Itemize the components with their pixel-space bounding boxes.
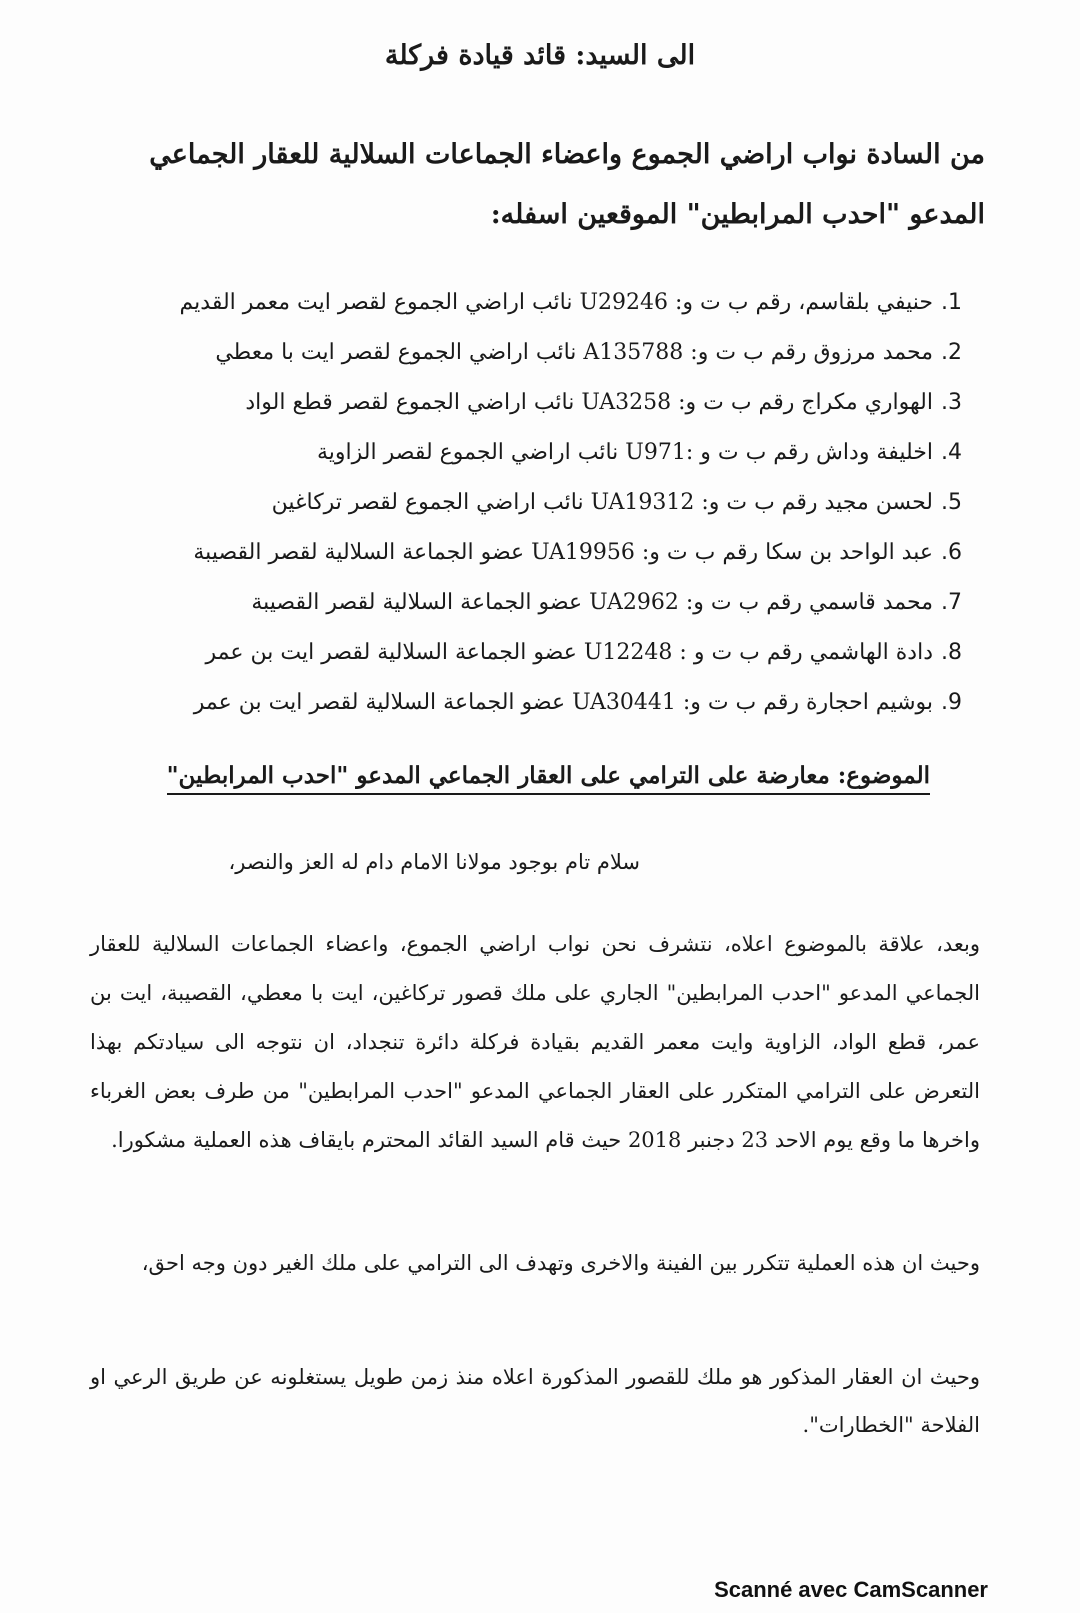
letter-subject [130, 762, 930, 789]
signatory-item [102, 378, 962, 428]
signatory-text: بوشيم احجارة رقم ب ت و: UA30441 عضو الجماعة السلالية لقصر ايت بن عمر [193, 690, 933, 715]
letter-addressee: الى السيد: قائد قيادة فركلة [384, 40, 696, 71]
signatory-text: دادة الهاشمي رقم ب ت و : U12248 عضو الجماعة السلالية لقصر ايت بن عمر [205, 640, 933, 665]
letter-greeting: سلام تام بوجود مولانا الامام دام له العز والنصر، [228, 850, 640, 874]
signatory-item [102, 528, 962, 578]
signatory-number: 1. [941, 290, 962, 315]
signatory-item [102, 678, 962, 728]
signatory-text: محمد مرزوق رقم ب ت و: A135788 نائب اراضي الجموع لقصر ايت با معطي [215, 340, 933, 365]
signatory-number: 8. [941, 640, 962, 665]
signatory-number: 7. [941, 590, 962, 615]
signatory-number: 4. [941, 440, 962, 465]
signatory-text: محمد قاسمي رقم ب ت و: UA2962 عضو الجماعة السلالية لقصر القصيبة [251, 590, 933, 615]
signatory-text: الهواري مكراج رقم ب ت و: UA3258 نائب اراضي الجموع لقصر قطع الواد [245, 390, 933, 415]
signatory-text: لحسن مجيد رقم ب ت و: UA19312 نائب اراضي الجموع لقصر تركاغين [271, 490, 933, 515]
letter-paragraph: وحيث ان العقار المذكور هو ملك للقصور المذكورة اعلاه منذ زمن طويل يستغلونه عن طريق الرعي او الفلاحة "الخطارات". [90, 1365, 980, 1437]
signatory-item [102, 428, 962, 478]
letter-sender-line: من السادة نواب اراضي الجموع واعضاء الجماعات السلالية للعقار الجماعي المدعو "احدب المرابطين" الموقعين اسفله: [149, 139, 985, 230]
letter-paragraph: وبعد، علاقة بالموضوع اعلاه، نتشرف نحن نواب اراضي الجموع، واعضاء الجماعات السلالية للعقار الجماعي المدعو "احدب المرابطين" الجاري على ملك قصور تركاغين، ايت با معطي، القصيبة، ايت بن عمر، قطع الواد، الزاوية وايت معمر القديم بقيادة فركلة دائرة تنجداد، ان نتوجه الى سيادتكم بهذا التعرض على الترامي المتكرر على العقار الجماعي المدعو "احدب المرابطين" من طرف بعض الغرباء واخرها ما وقع يوم الاحد 23 دجنبر 2018 حيث قام السيد القائد المحترم بايقاف هذه العملية مشكورا. [90, 932, 980, 1152]
signatory-text: حنيفي بلقاسم، رقم ب ت و: U29246 نائب اراضي الجموع لقصر ايت معمر القديم [179, 290, 933, 315]
signatory-item [102, 278, 962, 328]
signatory-text: اخليفة وداش رقم ب ت و :U971 نائب اراضي الجموع لقصر الزاوية [317, 440, 933, 465]
signatory-text: عبد الواحد بن سكا رقم ب ت و: UA19956 عضو الجماعة السلالية لقصر القصيبة [193, 540, 933, 565]
signatory-item [102, 628, 962, 678]
signatory-item [102, 578, 962, 628]
letter-subject-text: الموضوع: معارضة على الترامي على العقار الجماعي المدعو "احدب المرابطين" [167, 762, 930, 795]
signatory-number: 6. [941, 540, 962, 565]
signatory-number: 3. [941, 390, 962, 415]
signatory-item [102, 478, 962, 528]
camscanner-watermark: Scanné avec CamScanner [714, 1577, 988, 1602]
signatory-number: 2. [941, 340, 962, 365]
signatory-number: 5. [941, 490, 962, 515]
signatory-number: 9. [941, 690, 962, 715]
signatory-item [102, 328, 962, 378]
letter-paragraph: وحيث ان هذه العملية تتكرر بين الفينة والاخرى وتهدف الى الترامي على ملك الغير دون وجه احق، [141, 1251, 980, 1275]
signatories-list [102, 278, 962, 728]
